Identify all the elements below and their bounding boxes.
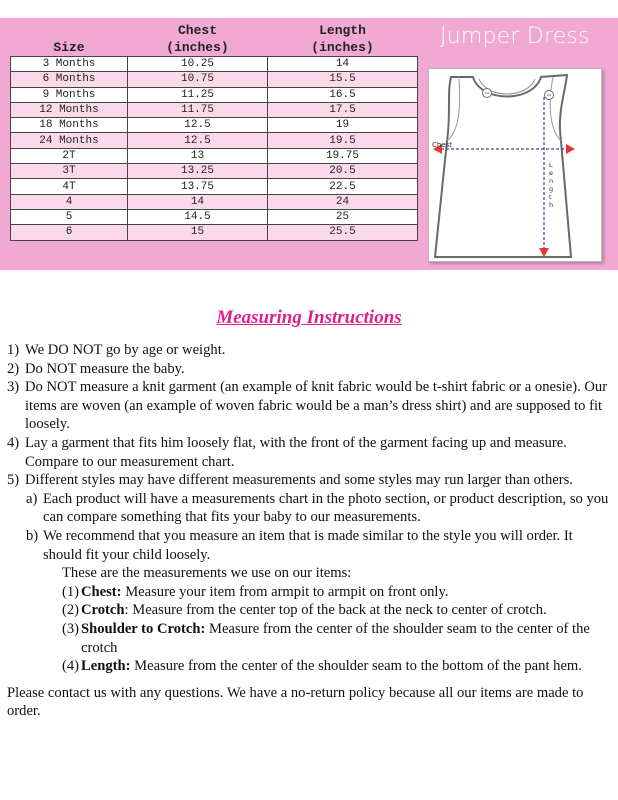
size-chart-table [10, 22, 418, 241]
header-chest-line2: (inches) [166, 40, 229, 55]
list-item [7, 434, 612, 471]
measurement-number: (4) [62, 658, 80, 675]
list-text: Lay a garment that fits him loosely flat, with the front of the garment facing up and measure. Compare to our measurement chart. [25, 434, 567, 470]
cell-chest: 14 [128, 194, 268, 209]
cell-length: 16.5 [268, 87, 418, 102]
cell-size: 3 Months [11, 57, 128, 72]
cell-size: 9 Months [11, 87, 128, 102]
list-text: Do NOT measure the baby. [25, 360, 185, 377]
cell-length: 24 [268, 194, 418, 209]
cell-length: 20.5 [268, 164, 418, 179]
measurement-description: Measure your item from armpit to armpit on front only. [121, 583, 449, 600]
cell-chest: 13.25 [128, 164, 268, 179]
cell-length: 14 [268, 57, 418, 72]
table-row [11, 148, 418, 163]
chest-arrow-right-icon [566, 144, 575, 154]
header-size: Size [53, 40, 85, 55]
cell-chest: 10.25 [128, 57, 268, 72]
measurement-text [81, 583, 612, 602]
measurement-term: Shoulder to Crotch: [81, 620, 206, 637]
measurement-text [81, 657, 612, 676]
table-row [11, 225, 418, 240]
list-item [7, 360, 612, 379]
table-row [11, 179, 418, 194]
list-number: 2) [7, 360, 20, 377]
size-chart-header-row [11, 22, 418, 57]
cell-chest: 12.5 [128, 133, 268, 148]
cell-size: 3T [11, 164, 128, 179]
cell-chest: 11.75 [128, 102, 268, 117]
measurement-term: Crotch [81, 602, 125, 619]
page-title: Measuring Instructions [216, 307, 402, 328]
table-row [11, 194, 418, 209]
length-letter: g [549, 185, 554, 193]
measurement-number: (1) [62, 583, 80, 600]
cell-chest: 14.5 [128, 209, 268, 224]
measurement-number: (2) [62, 602, 80, 619]
cell-chest: 12.5 [128, 118, 268, 133]
cell-length: 19.5 [268, 133, 418, 148]
list-number: 1) [7, 342, 20, 358]
sub-list-item [7, 490, 612, 527]
measurement-text [81, 601, 612, 620]
cell-length: 25 [268, 209, 418, 224]
cell-size: 6 [11, 225, 128, 240]
measurement-description: Measure from the center of the shoulder seam to the bottom of the pant hem. [130, 658, 582, 675]
dress-outline-svg [429, 69, 601, 261]
table-row [11, 164, 418, 179]
measurement-term: Length: [81, 658, 131, 675]
cell-size: 5 [11, 209, 128, 224]
measurement-number: (3) [62, 620, 80, 637]
table-row [11, 87, 418, 102]
measurement-term: Chest: [81, 583, 122, 600]
measurement-description: Measure from the center of the shoulder seam to the center of the crotch [81, 620, 590, 656]
table-row [11, 57, 418, 72]
measurement-item [7, 657, 612, 676]
cell-chest: 11.25 [128, 87, 268, 102]
sub-list-item [7, 527, 612, 564]
list-text: Different styles may have different measurements and some styles may run larger than others. [25, 472, 573, 489]
length-letter: n [549, 177, 554, 185]
table-row [11, 209, 418, 224]
list-text: We DO NOT go by age or weight. [25, 342, 226, 358]
cell-size: 4T [11, 179, 128, 194]
button-icon [545, 91, 554, 100]
list-number: 3) [7, 379, 20, 396]
list-item [7, 341, 612, 360]
length-label [549, 161, 553, 209]
cell-chest: 10.75 [128, 72, 268, 87]
length-letter: t [549, 193, 552, 201]
measurement-description: : Measure from the center top of the back at the neck to center of crotch. [124, 602, 547, 619]
cell-length: 19 [268, 118, 418, 133]
cell-chest: 15 [128, 225, 268, 240]
header-length-line1: Length [319, 23, 366, 38]
contact-note: Please contact us with any questions. We have a no-return policy because all our items are made to order. [7, 684, 584, 720]
cell-size: 24 Months [11, 133, 128, 148]
header-chest [128, 22, 268, 57]
dress-diagram [428, 68, 602, 262]
cell-size: 6 Months [11, 72, 128, 87]
chest-label: Chest [432, 141, 453, 149]
cell-length: 22.5 [268, 179, 418, 194]
table-row [11, 133, 418, 148]
cell-size: 18 Months [11, 118, 128, 133]
header-chest-line1: Chest [177, 23, 217, 38]
cell-length: 19.75 [268, 148, 418, 163]
list-item [7, 471, 612, 490]
measurement-text [81, 620, 612, 657]
length-letter: e [549, 169, 553, 177]
list-item [7, 378, 612, 434]
length-letter: L [549, 161, 553, 169]
instructions-list [7, 341, 612, 721]
list-text: Do NOT measure a knit garment (an example of knit fabric would be t-shirt fabric or a onesie). Our items are woven (an example of woven fabric would be a man’s dress shirt) and are supposed to fit loosely. [25, 379, 608, 433]
measurements-intro: These are the measurements we use on our items: [62, 565, 352, 582]
measurement-item [7, 620, 612, 657]
sub-list-letter: b) [26, 527, 39, 544]
sub-list-text: We recommend that you measure an item that is made similar to the style you will order. It should fit your child loosely. [43, 527, 573, 563]
cell-size: 4 [11, 194, 128, 209]
list-number: 5) [7, 472, 20, 489]
table-row [11, 118, 418, 133]
cell-length: 25.5 [268, 225, 418, 240]
table-row [11, 72, 418, 87]
cell-chest: 13 [128, 148, 268, 163]
measurement-item [7, 601, 612, 620]
cell-size: 2T [11, 148, 128, 163]
header-length-line2: (inches) [311, 40, 374, 55]
sub-list-letter: a) [26, 490, 38, 507]
cell-length: 17.5 [268, 102, 418, 117]
list-number: 4) [7, 434, 20, 451]
cell-length: 15.5 [268, 72, 418, 87]
length-letter: h [549, 201, 554, 209]
measurement-item [7, 583, 612, 602]
cell-size: 12 Months [11, 102, 128, 117]
sub-list-text: Each product will have a measurements chart in the photo section, or product description, so you can compare something that fits your baby to our measurements. [43, 490, 609, 526]
cell-chest: 13.75 [128, 179, 268, 194]
product-title: Jumper Dress [440, 24, 590, 49]
header-length [268, 22, 418, 57]
table-row [11, 102, 418, 117]
button-icon [483, 89, 492, 98]
